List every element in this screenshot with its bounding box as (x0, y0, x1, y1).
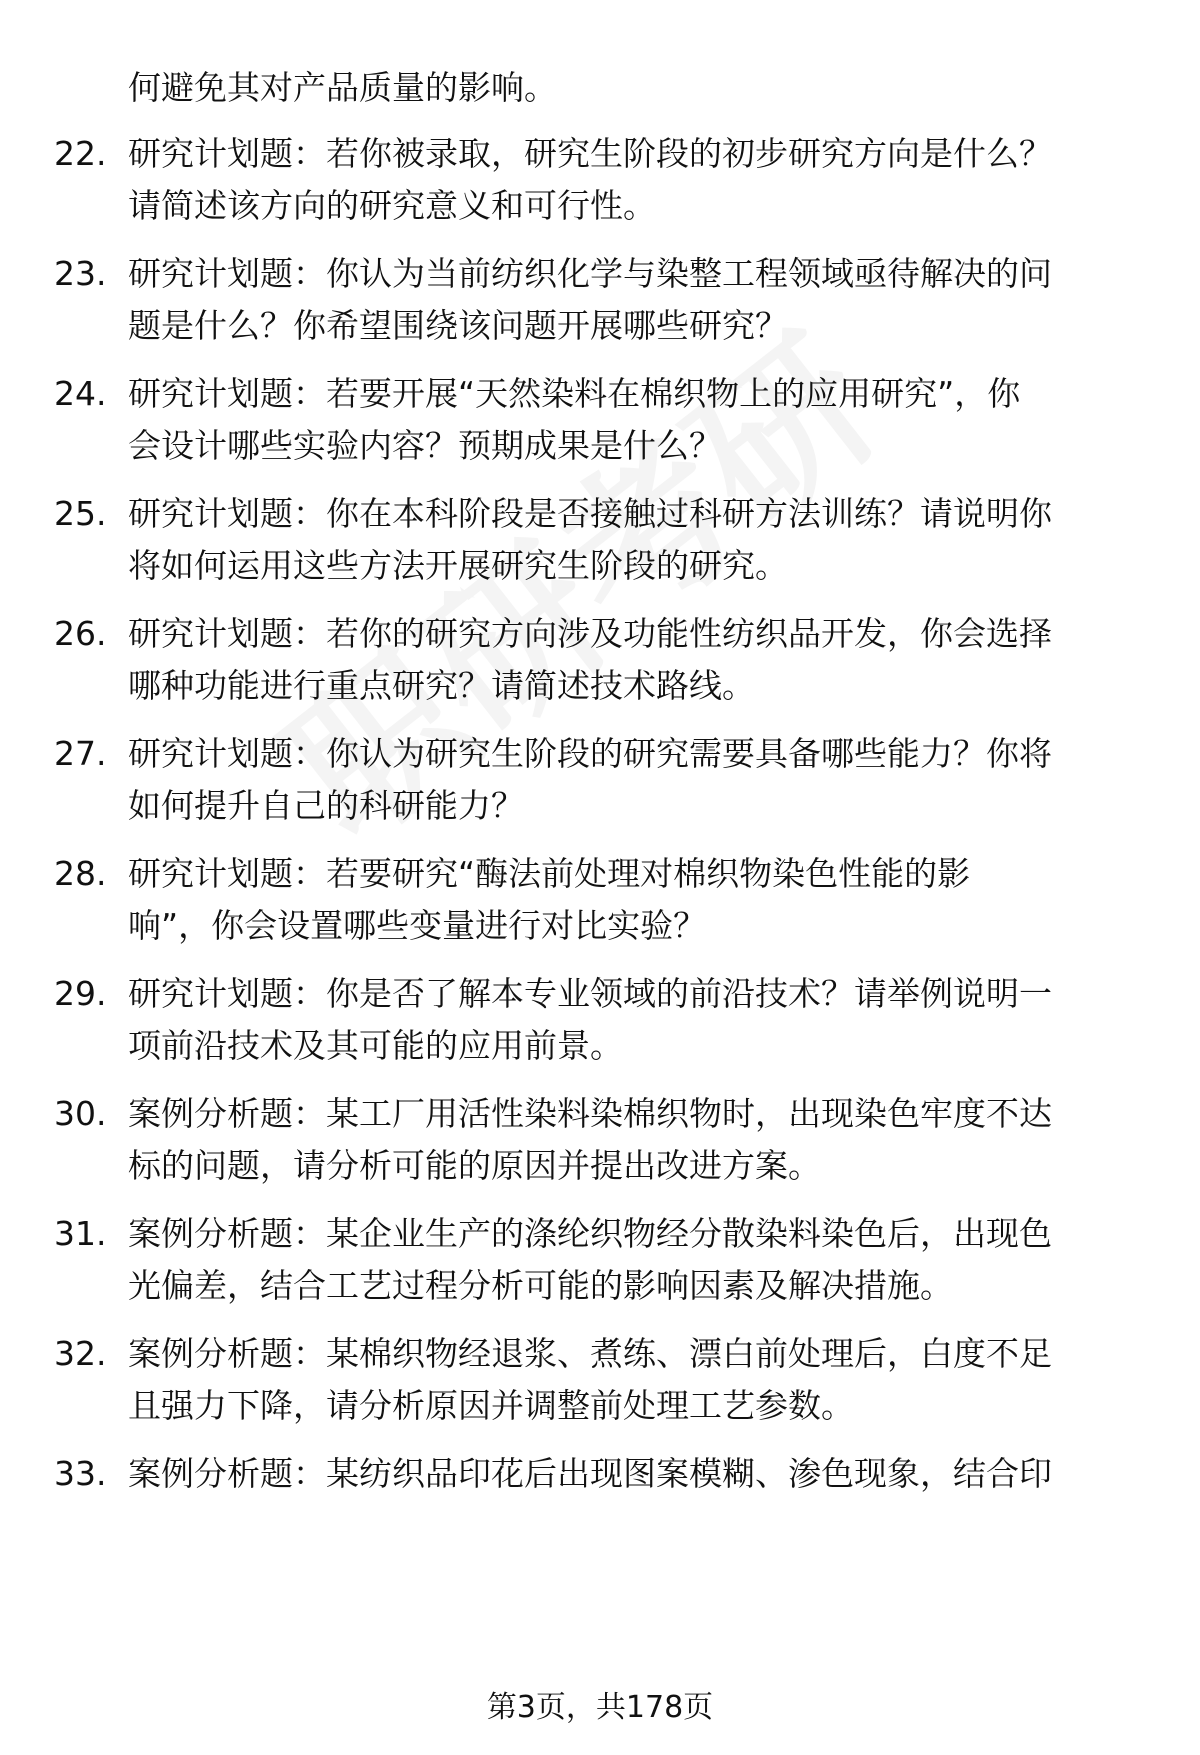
question-text-line: 研究计划题：你认为当前纺织化学与染整工程领域亟待解决的问 (128, 254, 1052, 293)
question-number: 27. (54, 734, 107, 773)
question-text-line: 标的问题，请分析可能的原因并提出改进方案。 (128, 1146, 821, 1185)
question-number: 32. (54, 1334, 107, 1373)
question-number: 31. (54, 1214, 107, 1253)
question-number: 25. (54, 494, 107, 533)
page-footer: 第3页，共178页 (486, 1690, 714, 1725)
question-text-line: 研究计划题：若你被录取，研究生阶段的初步研究方向是什么？ (128, 134, 1052, 173)
question-text-line: 如何提升自己的科研能力？ (128, 786, 524, 825)
question-text-line: 项前沿技术及其可能的应用前景。 (128, 1026, 623, 1065)
question-text-line: 且强力下降，请分析原因并调整前处理工艺参数。 (128, 1386, 854, 1425)
question-text-line: 研究计划题：你是否了解本专业领域的前沿技术？请举例说明一 (128, 974, 1052, 1013)
question-number: 24. (54, 374, 107, 413)
question-text-line: 研究计划题：你在本科阶段是否接触过科研方法训练？请说明你 (128, 494, 1052, 533)
question-number: 29. (54, 974, 107, 1013)
question-text-line: 请简述该方向的研究意义和可行性。 (128, 186, 656, 225)
question-text-line: 题是什么？你希望围绕该问题开展哪些研究？ (128, 306, 788, 345)
question-number: 30. (54, 1094, 107, 1133)
question-text-line: 案例分析题：某棉织物经退浆、煮练、漂白前处理后，白度不足 (128, 1334, 1052, 1373)
question-number: 28. (54, 854, 107, 893)
question-text-line: 案例分析题：某纺织品印花后出现图案模糊、渗色现象，结合印 (128, 1454, 1052, 1493)
continuation-text: 何避免其对产品质量的影响。 (128, 68, 557, 107)
question-text-line: 研究计划题：若要研究“酶法前处理对棉织物染色性能的影 (128, 854, 971, 893)
question-number: 23. (54, 254, 107, 293)
question-text-line: 研究计划题：若你的研究方向涉及功能性纺织品开发，你会选择 (128, 614, 1052, 653)
question-number: 33. (54, 1454, 107, 1493)
question-text-line: 会设计哪些实验内容？预期成果是什么？ (128, 426, 722, 465)
question-text-line: 响”，你会设置哪些变量进行对比实验？ (128, 906, 707, 945)
question-text-line: 案例分析题：某企业生产的涤纶织物经分散染料染色后，出现色 (128, 1214, 1052, 1253)
question-text-line: 研究计划题：你认为研究生阶段的研究需要具备哪些能力？你将 (128, 734, 1052, 773)
question-text-line: 研究计划题：若要开展“天然染料在棉织物上的应用研究”，你 (128, 374, 1021, 413)
question-number: 22. (54, 134, 107, 173)
question-text-line: 案例分析题：某工厂用活性染料染棉织物时，出现染色牢度不达 (128, 1094, 1052, 1133)
question-number: 26. (54, 614, 107, 653)
question-text-line: 将如何运用这些方法开展研究生阶段的研究。 (128, 546, 788, 585)
question-text-line: 哪种功能进行重点研究？请简述技术路线。 (128, 666, 755, 705)
question-text-line: 光偏差，结合工艺过程分析可能的影响因素及解决措施。 (128, 1266, 953, 1305)
